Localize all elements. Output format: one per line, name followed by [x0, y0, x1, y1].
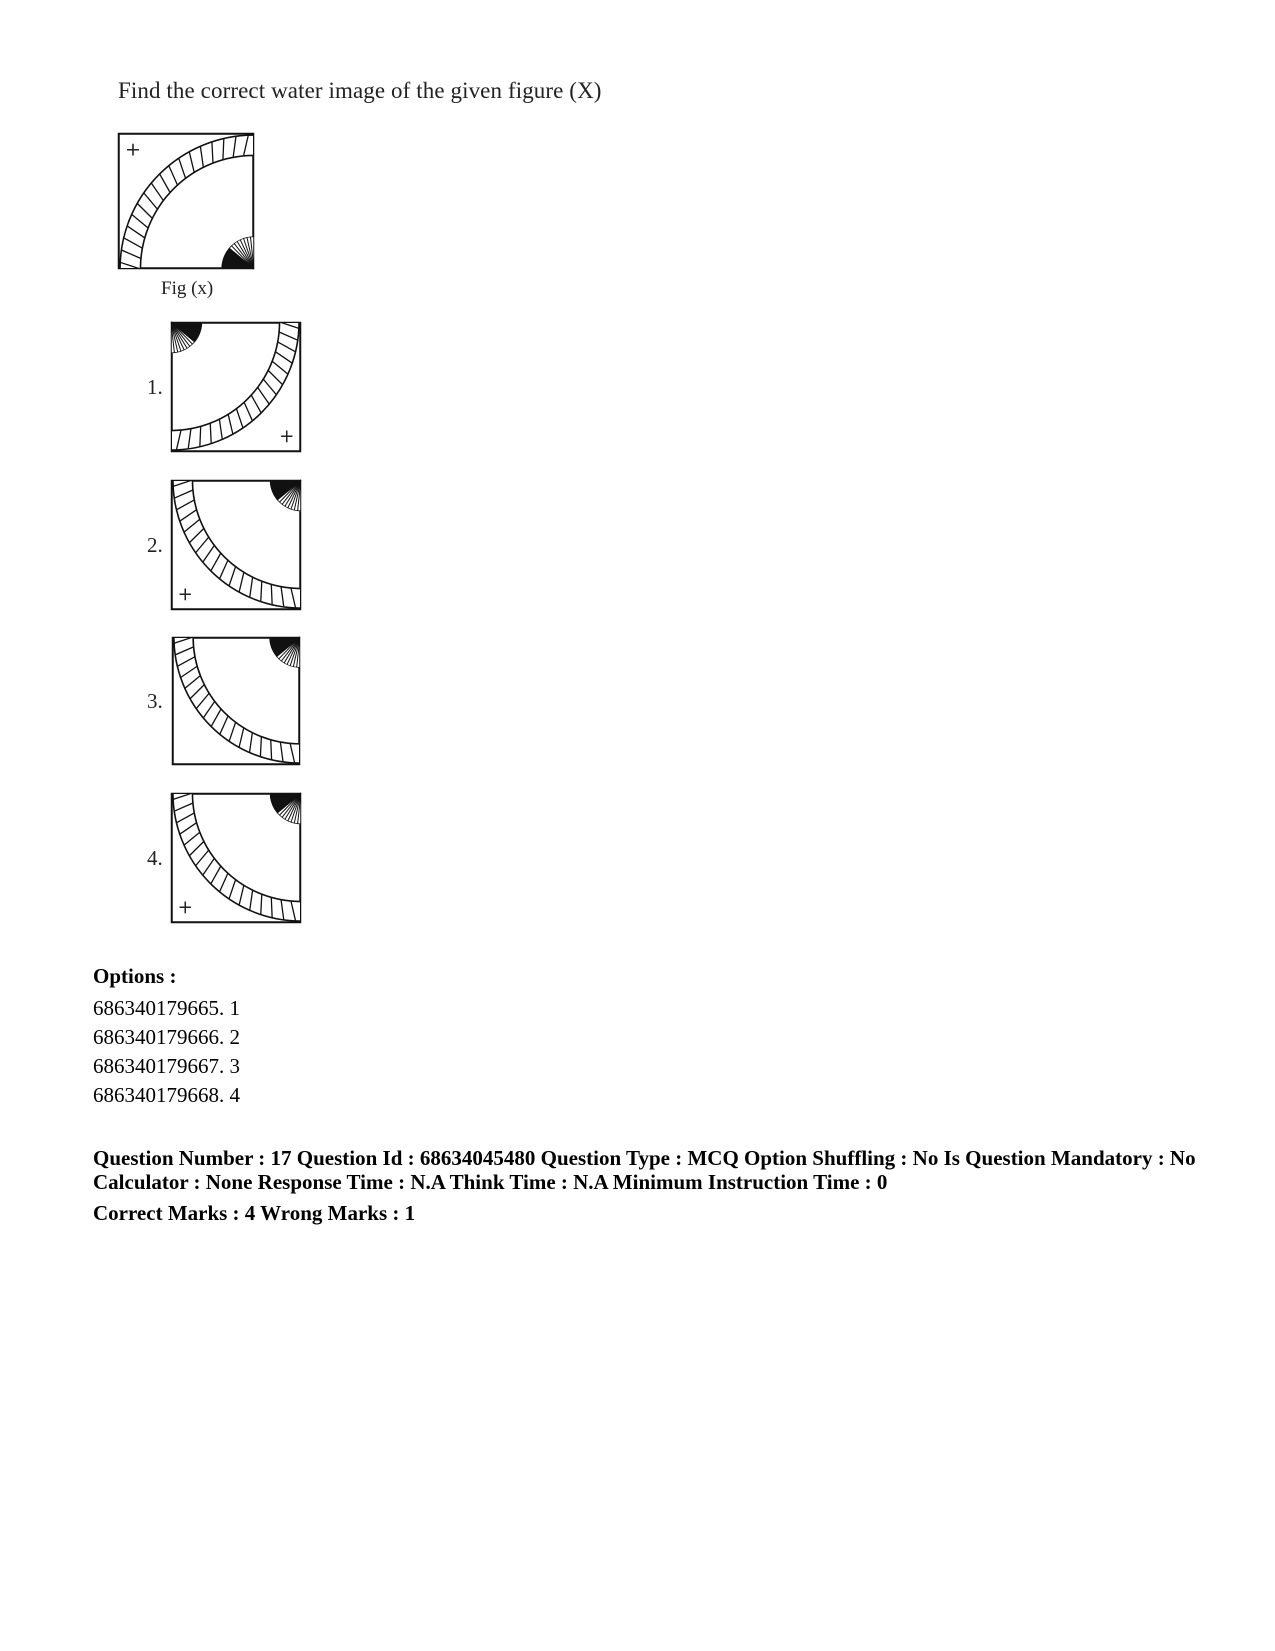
option-item-4[interactable]: [93, 1081, 240, 1110]
svg-text:+: +: [279, 425, 295, 447]
answer-figure-3[interactable]: [172, 637, 300, 765]
answer-figure-label-3: 3.: [147, 689, 163, 713]
option-value: 2: [229, 1025, 240, 1049]
option-id: 686340179665.: [93, 996, 225, 1020]
figure-x: [118, 133, 254, 269]
option-item-2[interactable]: [93, 1023, 240, 1052]
option-id: 686340179668.: [93, 1083, 225, 1107]
question-meta: Question Number : 17 Question Id : 68634045480 Question Type : MCQ Option Shuffling : No Is Question Mandatory : No Calculator : None Response Time : N.A Think Time : N.A Minimum Instruction Time : 0: [93, 1146, 1196, 1194]
svg-text:+: +: [177, 583, 193, 605]
option-value: 3: [229, 1054, 240, 1078]
option-item-1[interactable]: [93, 994, 240, 1023]
option-value: 4: [229, 1083, 240, 1107]
answer-figure-1[interactable]: [171, 322, 301, 452]
answer-figure-label-1: 1.: [147, 375, 163, 399]
question-marks: Correct Marks : 4 Wrong Marks : 1: [93, 1201, 416, 1225]
figure-caption: Fig (x): [161, 278, 214, 299]
svg-text:+: +: [124, 138, 141, 161]
question-text: Find the correct water image of the given figure (X): [118, 78, 602, 103]
option-value: 1: [229, 996, 240, 1020]
option-id: 686340179666.: [93, 1025, 225, 1049]
option-item-3[interactable]: [93, 1052, 240, 1081]
option-id: 686340179667.: [93, 1054, 225, 1078]
answer-figure-label-4: 4.: [147, 846, 163, 870]
options-list: [93, 994, 240, 1110]
answer-figure-4[interactable]: [171, 793, 301, 923]
answer-figure-2[interactable]: [171, 480, 301, 610]
options-heading: Options :: [93, 964, 177, 988]
svg-text:+: +: [177, 896, 193, 918]
answer-figure-label-2: 2.: [147, 533, 163, 557]
